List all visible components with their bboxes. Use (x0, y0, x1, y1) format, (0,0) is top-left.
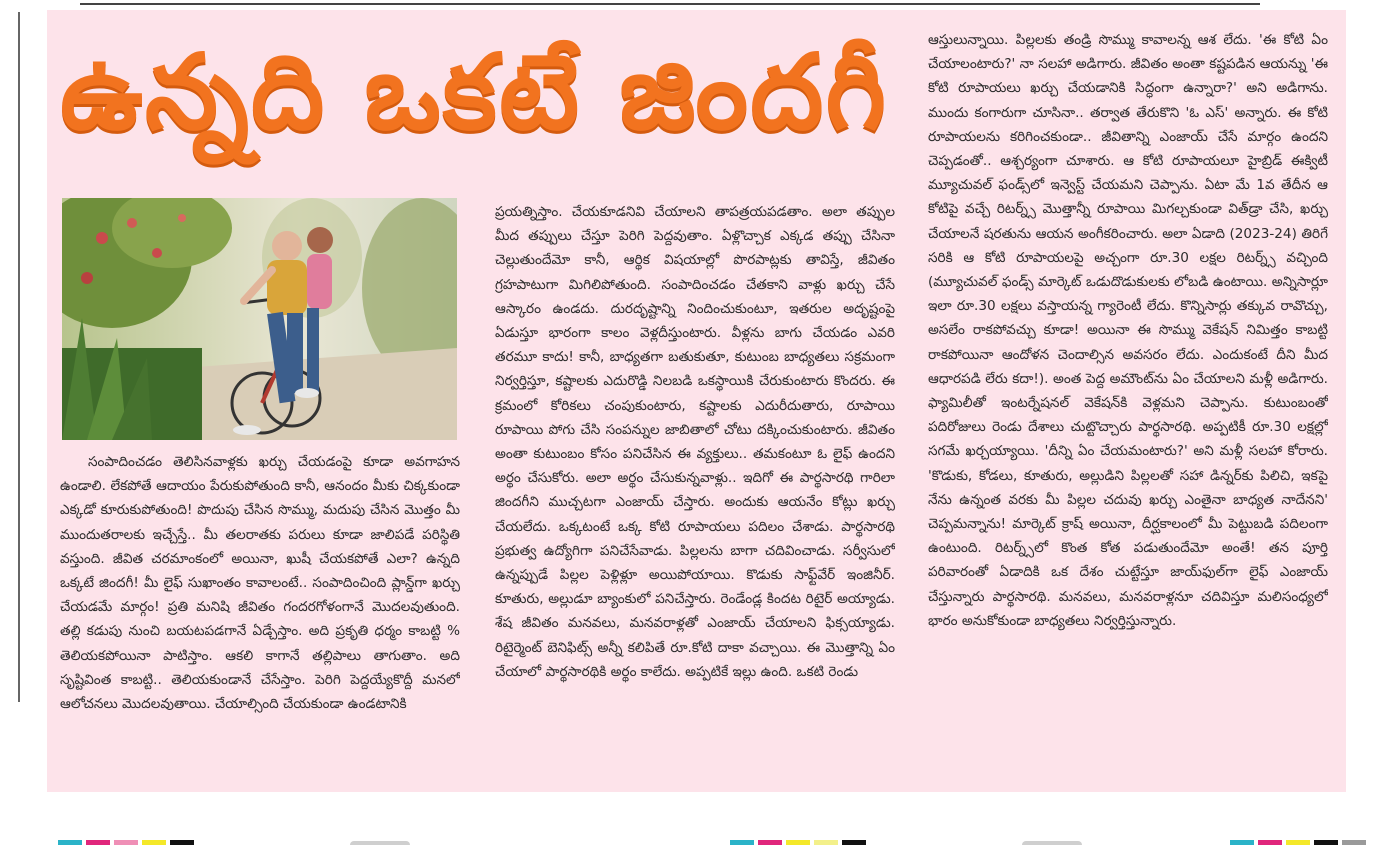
registration-oval-2 (1022, 841, 1082, 845)
column-1-text: సంపాదించడం తెలిసినవాళ్లకు ఖర్చు చేయడంపై కూడా అవగాహన ఉండాలి. లేకపోతే ఆదాయం పేరుకుపోతుంది కానీ, ఆనందం మీకు చిక్కకుండా ఎక్కడో కూరుకుపోతుంది! పొదుపు చేసిన సొమ్ము, మదుపు చేసిన మొత్తం మీ ముందుతరాలకు ఇచ్చేస్తే.. మీ తలరాతకు పరులు కూడా జాలిపడే పరిస్థితి వస్తుంది. జీవిత చరమాంకంలో అయినా, ఖుషీ చేయకపోతే ఎలా? ఉన్నది ఒక్కటే జిందగీ! మీ లైఫ్ సుఖాంతం కావాలంటే.. సంపాదించింది ప్లాన్డ్‌గా ఖర్చు చేయడమే మార్గం! ప్రతి మనిషి జీవితం గందరగోళంగానే మొదలవుతుంది. తల్లి కడుపు నుంచి బయటపడగానే ఏడ్చేస్తాం. అది ప్రకృతి ధర్మం కాబట్టి % తెలియకపోయినా పాటిస్తాం. ఆకలి కాగానే తల్లిపాలు తాగుతాం. అది సృష్టివింత కాబట్టి.. తెలియకుండానే చేసేస్తాం. పెరిగి పెద్దయ్యేకొద్దీ మనలో ఆలోచనలు మొదలవుతాయి. చేయాల్సింది చేయకుండా ఉండటానికి (60, 454, 460, 713)
article-column-2 (495, 200, 895, 780)
article-column-3 (928, 28, 1328, 758)
column-2-text: ప్రయత్నిస్తాం. చేయకూడనివి చేయాలని తాపత్రయపడతాం. అలా తప్పుల మీద తప్పులు చేస్తూ పెరిగి పెద్దవుతాం. ఏళ్లొచ్చాక ఎక్కడ తప్పు చేసినా చెల్లుతుందేమో కానీ, ఆర్థిక విషయాల్లో పొరపాట్లకు తావిస్తే, జీవితం గ్రహపాటుగా మిగిలిపోతుంది. సంపాదించడం చేతకాని వాళ్లు ఖర్చు చేసే ఆస్కారం ఉండదు. దురదృష్టాన్ని నిందించుకుంటూ, ఇతరుల అదృష్టంపై ఏడుస్తూ భారంగా కాలం వెళ్లదీస్తుంటారు. వీళ్లను బాగు చేయడం ఎవరి తరమూ కాదు! కానీ, బాధ్యతగా బతుకుతూ, కుటుంబ బాధ్యతలు సక్రమంగా నిర్వర్తిస్తూ, కష్టాలకు ఎదురొడ్డి నిలబడి ఒకస్థాయికి చేరుకుంటారు కొందరు. ఈ క్రమంలో కోరికలు చంపుకుంటారు, కష్టాలకు ఎదురీదుతారు, రూపాయి రూపాయి పోగు చేసి సంపన్నుల జాబితాలో చోటు దక్కించుకుంటారు. జీవితం అంతా కుటుంబం కోసం పనిచేసిన ఈ వ్యక్తులు.. తమకంటూ ఓ లైఫ్ ఉందని అర్థం చేసుకోరు. అలా అర్థం చేసుకున్నవాళ్లు.. ఇదిగో ఈ పార్థసారథి గారిలా జిందగీని ముచ్చటగా ఎంజాయ్ చేస్తారు. అందుకు ఆయనేం కోట్లు ఖర్చు చేయలేదు. ఒక్కటంటే ఒక్క కోటి రూపాయలు పదిలం చేశాడు. పార్థసారథి ప్రభుత్వ ఉద్యోగిగా పనిచేసేవాడు. పిల్లలను బాగా చదివించాడు. సర్వీసులో ఉన్నప్పుడే పిల్లల పెళ్లిళ్లూ అయిపోయాయి. కొడుకు సాఫ్ట్‌వేర్ ఇంజినీర్. కూతురు, అల్లుడూ బ్యాంకులో పనిచేస్తారు. రెండేండ్ల కిందట రిటైర్ అయ్యాడు. శేష జీవితం మనవలు, మనవరాళ్లతో ఎంజాయ్ చేయాలని ఫిక్సయ్యాడు. రిటైర్మెంట్ బెనిఫిట్స్ అన్నీ కలిపితే రూ.కోటి దాకా వచ్చాయి. ఈ మొత్తాన్ని ఏం చేయాలో పార్థసారథికి అర్థం కాలేదు. అప్పటికే ఇల్లు ఉంది. ఒకటి రెండు (495, 204, 895, 680)
left-margin-bar (18, 12, 20, 702)
article-column-1 (60, 450, 460, 780)
article-headline: ఉన్నది ఒకటే జిందగీ (60, 31, 889, 153)
registration-mark-1 (58, 840, 194, 845)
column-3-text: ఆస్తులున్నాయి. పిల్లలకు తండ్రి సొమ్ము కావాలన్న ఆశ లేదు. 'ఈ కోటి ఏం చేయాలంటారు?' నా సలహా అడిగారు. జీవితం అంతా కష్టపడిన ఆయన్ను 'ఈ కోటి రూపాయలు ఖర్చు చేయడానికి సిద్ధంగా ఉన్నారా?' అని అడిగాను. ముందు కంగారుగా చూసినా.. తర్వాత తేరుకొని 'ఓ ఎస్' అన్నారు. ఈ కోటి రూపాయలను కరిగించకుండా.. జీవితాన్ని ఎంజాయ్ చేసే మార్గం ఉందని చెప్పడంతో.. ఆశ్చర్యంగా చూశారు. ఆ కోటి రూపాయలూ హైబ్రిడ్ ఈక్విటీ మ్యూచువల్ ఫండ్స్‌లో ఇన్వెస్ట్ చేయమని చెప్పాను. ఏటా మే 1వ తేదీన ఆ కోటిపై వచ్చే రిటర్న్స్ మొత్తాన్నీ రూపాయి మిగల్చకుండా విత్‌డ్రా చేసి, ఖర్చు చేయాలనే షరతును ఆయన అంగీకరించారు. అలా ఏడాది (2023-24) తిరిగే సరికి ఆ కోటి రూపాయలపై అచ్చంగా రూ.30 లక్షల రిటర్న్స్ వచ్చింది (మ్యూచువల్ ఫండ్స్ మార్కెట్ ఒడుదొడుకులకు లోబడి ఉంటాయి. అన్నిసార్లూ ఇలా రూ.30 లక్షలు వస్తాయన్న గ్యారెంటీ లేదు. కొన్నిసార్లు తక్కువ రావొచ్చు, అసలేం రాకపోవచ్చు కూడా! అయినా ఈ సొమ్ము వెకేషన్ నిమిత్తం కాబట్టి రాకపోయినా ఆందోళన చెందాల్సిన అవసరం లేదు. ఎందుకంటే దీని మీద ఆధారపడి లేరు కదా!). అంత పెద్ద అమౌంట్‌ను ఏం చేయాలని మళ్లీ అడిగారు. ఫ్యామిలీతో ఇంటర్నేషనల్ వెకేషన్‌కి వెళ్లమని చెప్పాను. కుటుంబంతో పదిరోజులు రెండు దేశాలు చుట్టొచ్చారు పార్థసారథి. అప్పటికీ రూ.30 లక్షల్లో సగమే ఖర్చయ్యాయి. 'దీన్ని ఏం చేయమంటారు?' అని మళ్లీ సలహా కోరారు. 'కొడుకు, కోడలు, కూతురు, అల్లుడిని పిల్లలతో సహా డిన్నర్‌కు పిలిచి, ఇకపై నేను ఉన్నంత వరకు మీ పిల్లల చదువు ఖర్చు ఎంతైనా బాధ్యత నాదేనని' చెప్పమన్నాను! మార్కెట్ క్రాష్ అయినా, దీర్ఘకాలంలో మీ పెట్టుబడి పదిలంగా ఉంటుంది. రిటర్న్స్‌లో కొంత కోత పడుతుందేమో అంతే! తన పూర్తి పరివారంతో ఏడాదికి ఒక దేశం చుట్టేస్తూ జాయ్‌ఫుల్‌గా లైఫ్ ఎంజాయ్ చేస్తున్నారు పార్థసారథి. మనవలు, మనవరాళ్లనూ చదివిస్తూ మలిసంధ్యలో భారం అనుకోకుండా బాధ్యతలు నిర్వర్తిస్తున్నారు. (928, 32, 1328, 629)
photo-illustration (62, 198, 457, 440)
registration-mark-3 (1230, 840, 1366, 845)
top-rule (80, 3, 1260, 5)
couple-cycling-photo (62, 198, 457, 440)
registration-mark-2 (730, 840, 866, 845)
registration-oval-1 (350, 841, 410, 845)
